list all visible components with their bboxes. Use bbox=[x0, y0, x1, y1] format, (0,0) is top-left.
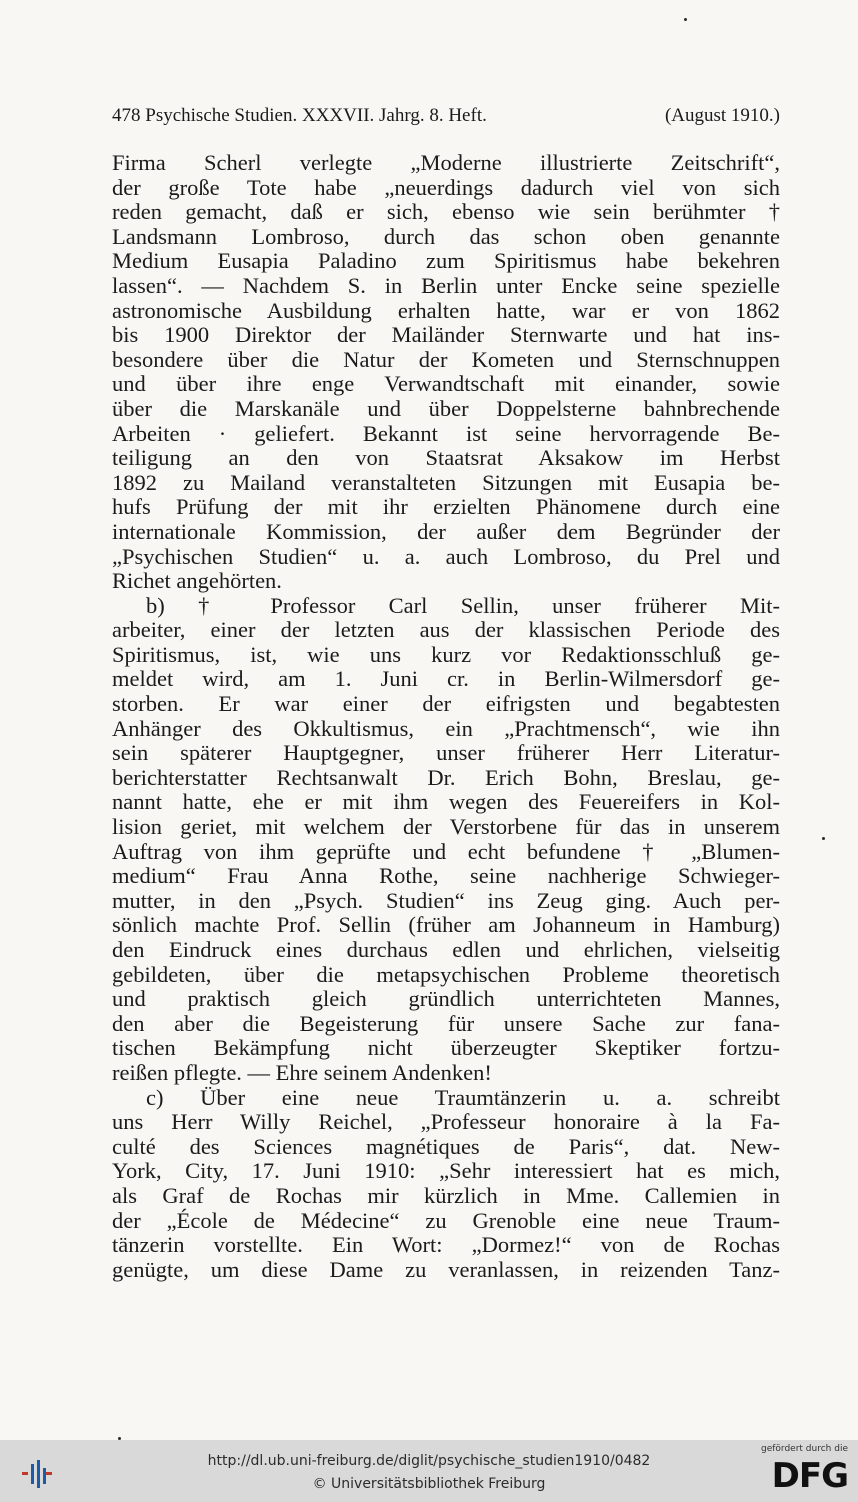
copyright-notice: © Universitätsbibliothek Freiburg bbox=[312, 1476, 546, 1492]
text-line: reden gemacht, daß er sich, ebenso wie sein berühmter † bbox=[112, 199, 780, 225]
text-line: nannt hatte, ehe er mit ihm wegen des Feuereifers in Kol- bbox=[112, 789, 780, 815]
text-line: der „École de Médecine“ zu Grenoble eine neue Traum- bbox=[112, 1207, 780, 1233]
text-line: reißen pflegte. — Ehre seinem Andenken! bbox=[112, 1059, 492, 1085]
article-body bbox=[112, 151, 780, 1282]
text-line: den Eindruck eines durchaus edlen und ehrlichen, vielseitig bbox=[112, 937, 780, 962]
text-line: „Psychischen Studien“ u. a. auch Lombroso, du Prel und bbox=[112, 543, 780, 569]
text-line: bis 1900 Direktor der Mailänder Sternwarte und hat ins- bbox=[112, 322, 780, 348]
text-line: Richet angehörten. bbox=[112, 568, 282, 594]
text-line: der große Tote habe „neuerdings dadurch viel von sich bbox=[112, 174, 780, 200]
dfg-logo-icon[interactable]: DFG bbox=[771, 1456, 848, 1496]
text-line: Spiritismus, ist, wie uns kurz vor Redaktionsschluß ge- bbox=[112, 641, 780, 667]
text-line: gebildeten, über die metapsychischen Probleme theoretisch bbox=[112, 961, 780, 987]
text-line: und über ihre enge Verwandtschaft mit einander, sowie bbox=[112, 371, 780, 397]
permalink-url[interactable]: http://dl.ub.uni-freiburg.de/diglit/psychische_studien1910/0482 bbox=[207, 1453, 651, 1469]
text-line: sönlich machte Prof. Sellin (früher am Johanneum in Hamburg) bbox=[112, 912, 780, 938]
text-line: berichterstatter Rechtsanwalt Dr. Erich Bohn, Breslau, ge- bbox=[112, 764, 780, 790]
text-line: culté des Sciences magnétiques de Paris“, dat. New- bbox=[112, 1133, 780, 1159]
sponsor-note: gefördert durch die bbox=[761, 1444, 848, 1454]
text-line: lision geriet, mit welchem der Verstorbene für das in unserem bbox=[112, 814, 780, 840]
text-line: lassen“. — Nachdem S. in Berlin unter Encke seine spezielle bbox=[112, 272, 780, 298]
paragraph-b-start: b) † Professor Carl Sellin, unser früherer Mit- bbox=[146, 592, 780, 618]
text-line: York, City, 17. Juni 1910: „Sehr interessiert hat es mich, bbox=[112, 1158, 780, 1184]
text-line: Firma Scherl verlegte „Moderne illustrierte Zeitschrift“, bbox=[112, 150, 780, 175]
text-line: astronomische Ausbildung erhalten hatte, war er von 1862 bbox=[112, 297, 780, 323]
text-line: und praktisch gleich gründlich unterrichteten Mannes, bbox=[112, 986, 780, 1012]
text-line: internationale Kommission, der außer dem Begründer der bbox=[112, 518, 780, 544]
text-line: sein späterer Hauptgegner, unser früherer Herr Literatur- bbox=[112, 740, 780, 766]
text-line: besondere über die Natur der Kometen und Sternschnuppen bbox=[112, 346, 780, 372]
header-date: (August 1910.) bbox=[664, 105, 780, 126]
text-line: tänzerin vorstellte. Ein Wort: „Dormez!“ von de Rochas bbox=[112, 1232, 780, 1258]
text-line: Medium Eusapia Paladino zum Spiritismus habe bekehren bbox=[112, 248, 780, 274]
text-line: storben. Er war einer der eifrigsten und begabtesten bbox=[112, 691, 780, 717]
text-line: teiligung an den von Staatsrat Aksakow im Herbst bbox=[112, 445, 780, 471]
text-line: über die Marskanäle und über Doppelsterne bahnbrechende bbox=[112, 395, 780, 421]
text-line: Auftrag von ihm geprüfte und echt befundene † „Blumen- bbox=[112, 838, 780, 864]
text-line: medium“ Frau Anna Rothe, seine nachherige Schwieger- bbox=[112, 863, 780, 889]
text-line: Arbeiten · geliefert. Bekannt ist seine hervorragende Be- bbox=[112, 420, 780, 446]
text-line: uns Herr Willy Reichel, „Professeur honoraire à la Fa- bbox=[112, 1109, 780, 1135]
text-line: arbeiter, einer der letzten aus der klassischen Periode des bbox=[112, 617, 780, 643]
header-title: 478 Psychische Studien. XXXVII. Jahrg. 8. Heft. bbox=[112, 105, 487, 126]
text-line: genügte, um diese Dame zu veranlassen, in reizenden Tanz- bbox=[112, 1256, 780, 1282]
scan-speck bbox=[822, 837, 825, 840]
scan-speck bbox=[684, 18, 687, 21]
text-line: tischen Bekämpfung nicht überzeugter Skeptiker fortzu- bbox=[112, 1035, 780, 1061]
text-line: hufs Prüfung der mit ihr erzielten Phänomene durch eine bbox=[112, 494, 780, 520]
running-header bbox=[112, 105, 780, 127]
viewer-footer bbox=[0, 1440, 858, 1502]
text-line: als Graf de Rochas mir kürzlich in Mme. Callemien in bbox=[112, 1182, 780, 1208]
text-line: meldet wird, am 1. Juni cr. in Berlin-Wilmersdorf ge- bbox=[112, 666, 780, 692]
text-line: mutter, in den „Psych. Studien“ ins Zeug ging. Auch per- bbox=[112, 887, 780, 913]
text-line: den aber die Begeisterung für unsere Sache zur fana- bbox=[112, 1010, 780, 1036]
text-line: Landsmann Lombroso, durch das schon oben genannte bbox=[112, 223, 780, 249]
text-line: 1892 zu Mailand veranstalteten Sitzungen mit Eusapia be- bbox=[112, 469, 780, 495]
text-line: Anhänger des Okkultismus, ein „Prachtmensch“, wie ihn bbox=[112, 715, 780, 741]
paragraph-c-start: c) Über eine neue Traumtänzerin u. a. schreibt bbox=[146, 1084, 780, 1110]
